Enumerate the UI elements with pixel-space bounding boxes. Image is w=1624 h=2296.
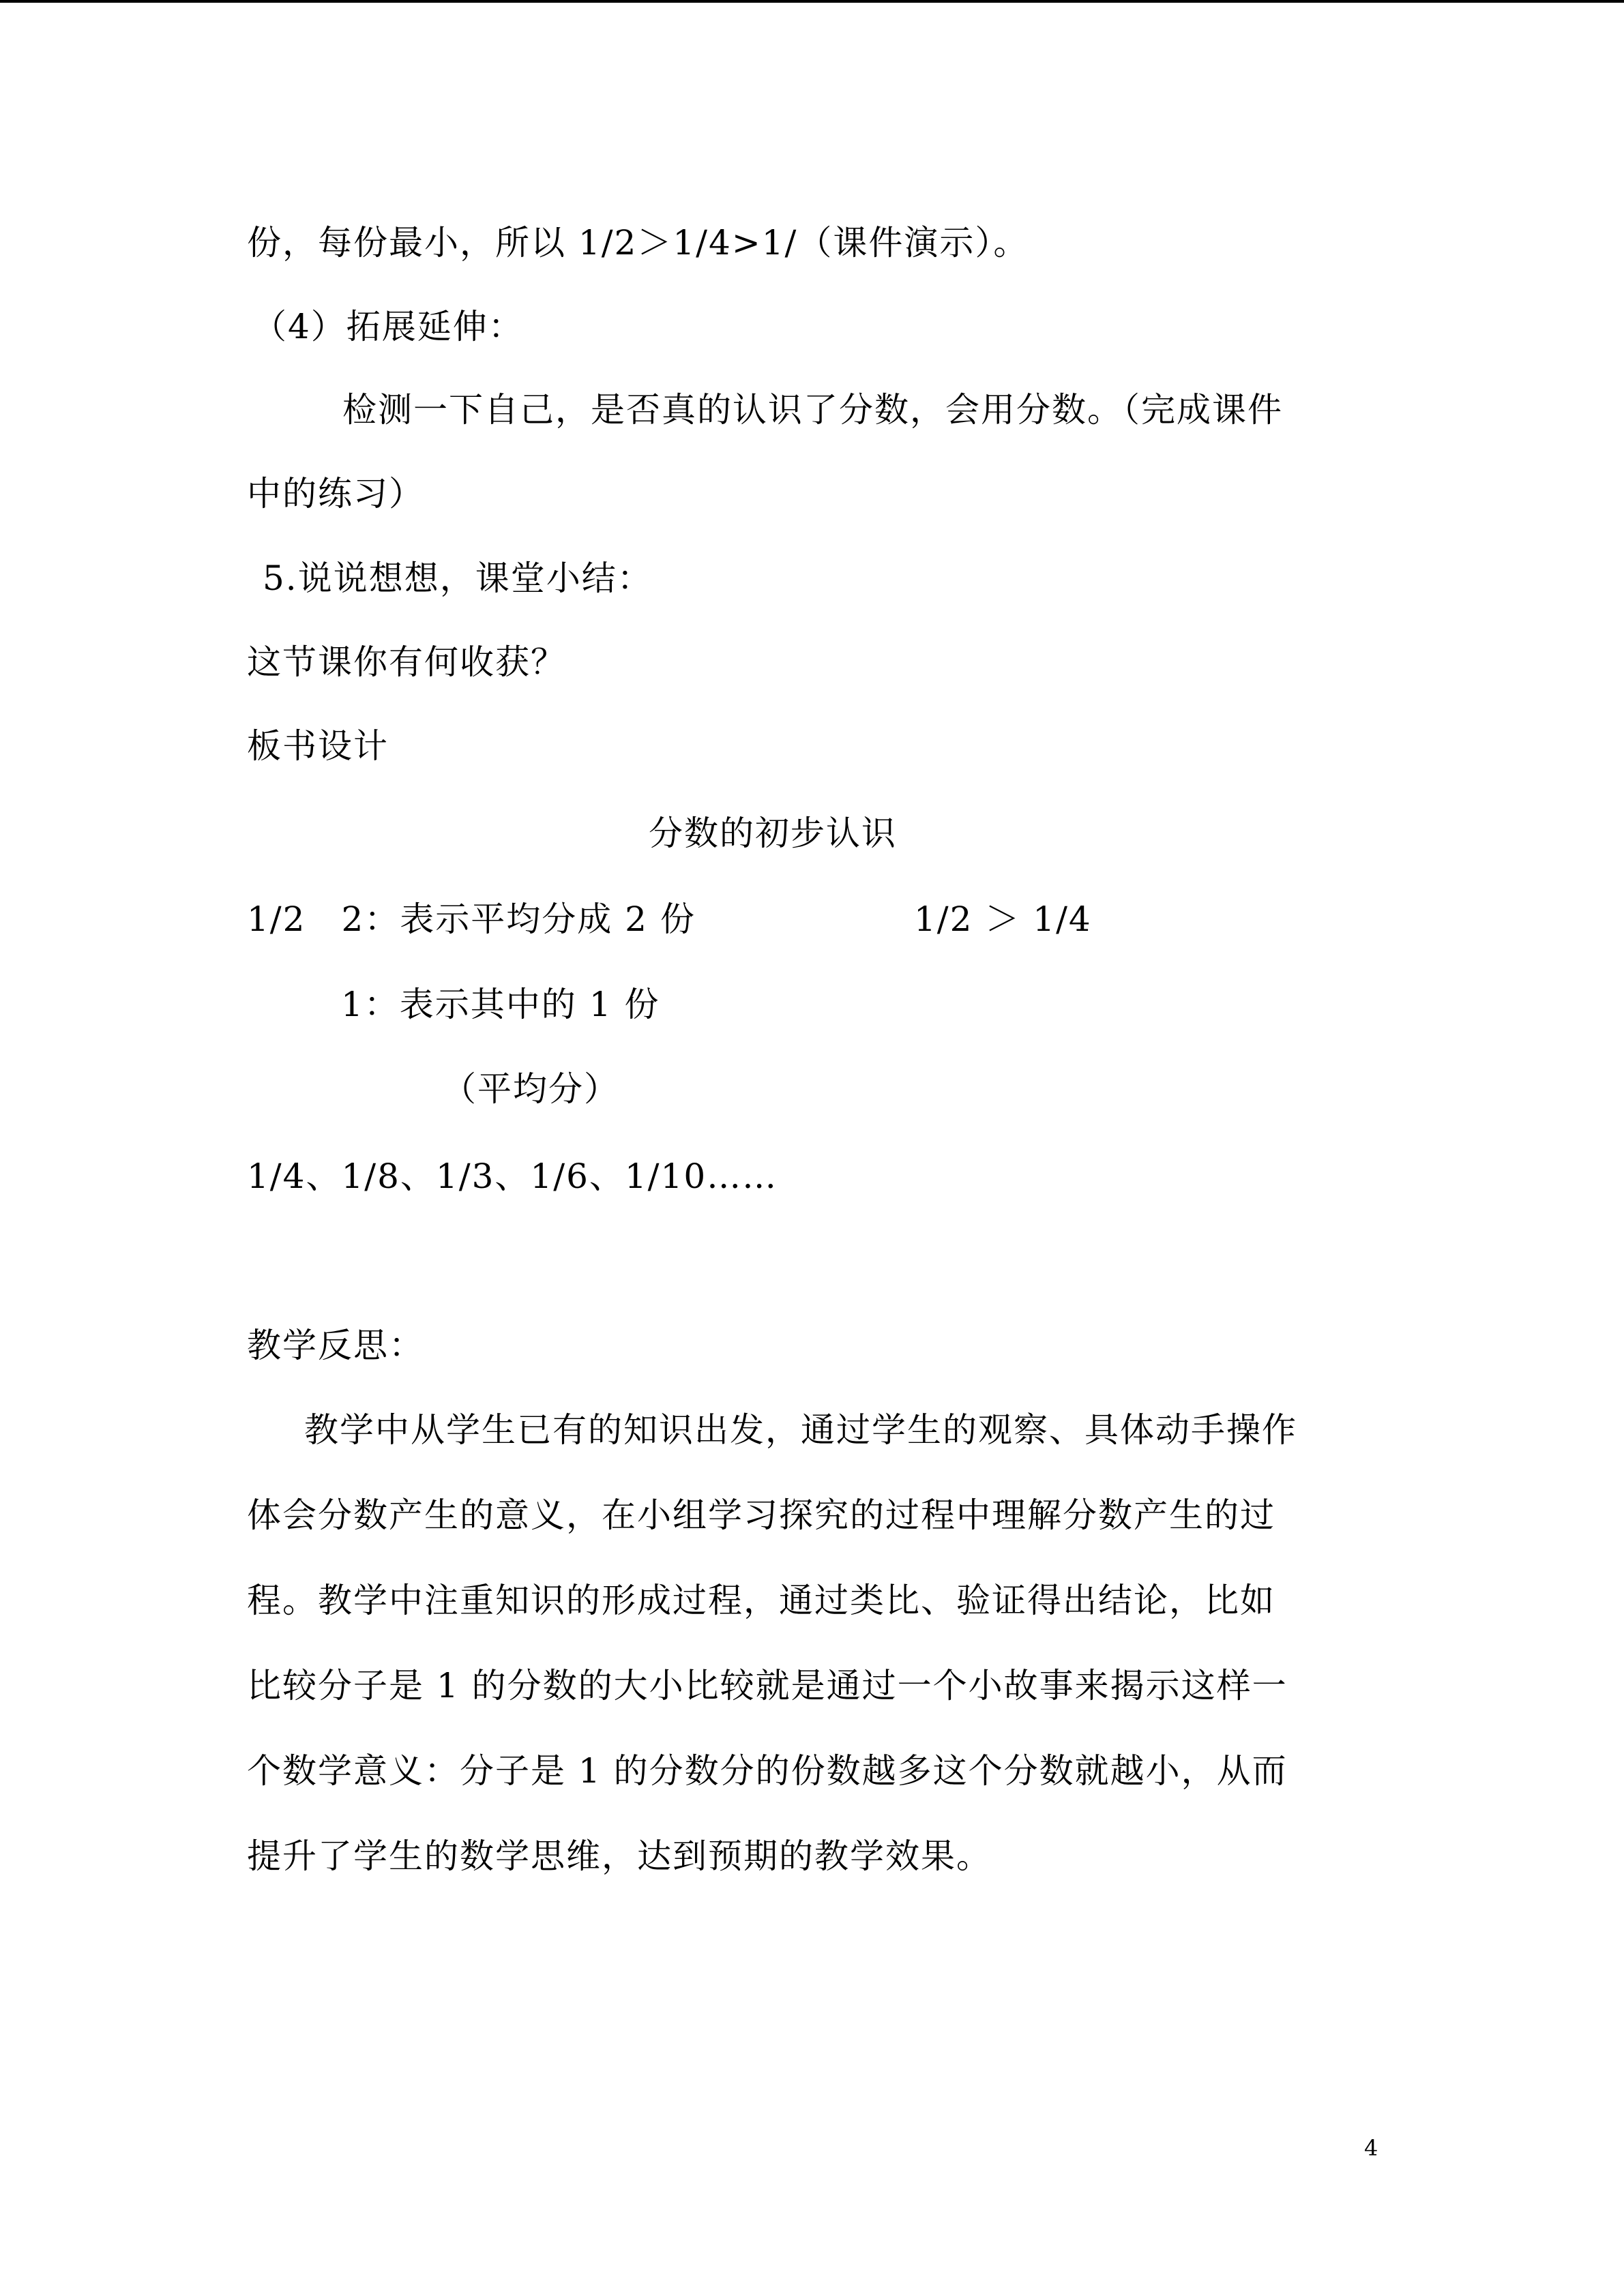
board-title: 分数的初步认识	[649, 814, 897, 853]
section-heading-summary: 5.说说想想，课堂小结：	[263, 558, 653, 598]
reflection-heading: 教学反思：	[247, 1326, 424, 1365]
section-heading-extension: （4）拓展延伸：	[252, 307, 524, 346]
text-line-1: 份，每份最小，所以 1/2＞1/4>1/（课件演示）。	[247, 223, 1029, 263]
board-row1-right: 1/2 ＞ 1/4	[914, 899, 1092, 939]
board-row3: （平均分）	[442, 1069, 619, 1109]
reflection-line-5: 个数学意义：分子是 1 的分数分的份数越多这个分数就越小，从而	[247, 1751, 1288, 1791]
board-row1-left: 1/2 2：表示平均分成 2 份	[247, 899, 696, 939]
board-design-heading: 板书设计	[247, 726, 389, 766]
page-top-border	[0, 0, 1624, 3]
reflection-line-6: 提升了学生的数学思维，达到预期的教学效果。	[247, 1836, 992, 1876]
board-row4: 1/4、1/8、1/3、1/6、1/10……	[247, 1157, 778, 1196]
text-line-4: 中的练习）	[247, 474, 424, 513]
page-number: 4	[1364, 2135, 1378, 2161]
reflection-line-3: 程。教学中注重知识的形成过程，通过类比、验证得出结论，比如	[247, 1581, 1275, 1620]
text-line-6: 这节课你有何收获？	[247, 642, 566, 682]
reflection-line-1: 教学中从学生已有的知识出发，通过学生的观察、具体动手操作	[304, 1410, 1297, 1450]
reflection-line-4: 比较分子是 1 的分数的大小比较就是通过一个小故事来揭示这样一	[247, 1666, 1288, 1705]
board-row2: 1：表示其中的 1 份	[341, 985, 660, 1024]
reflection-line-2: 体会分数产生的意义，在小组学习探究的过程中理解分数产生的过	[247, 1495, 1275, 1535]
text-line-3: 检测一下自己，是否真的认识了分数，会用分数。（完成课件	[342, 390, 1283, 430]
